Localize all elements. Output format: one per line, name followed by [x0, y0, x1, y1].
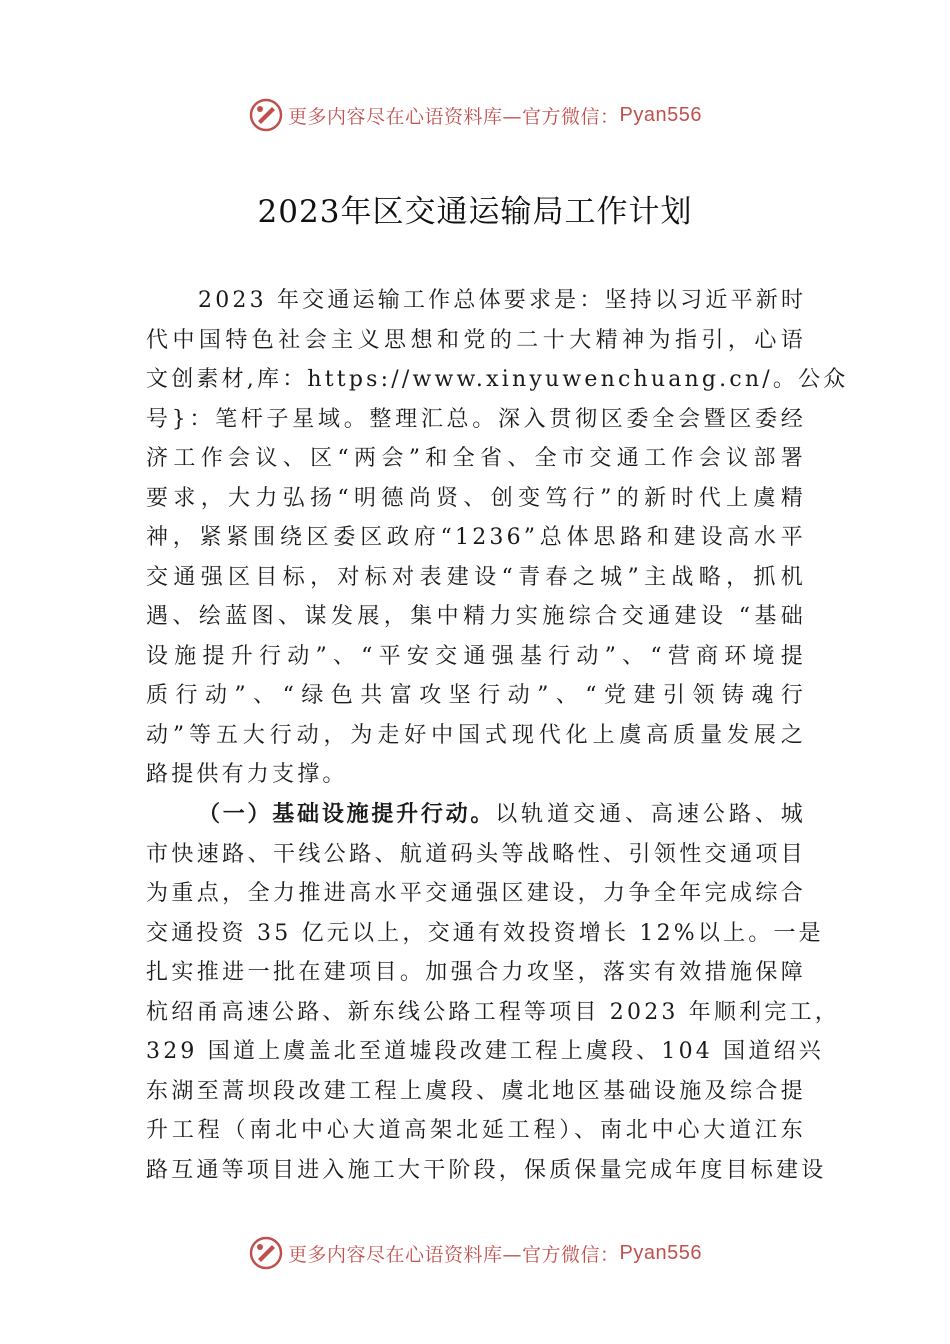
banner-brand-text: 更多内容尽在心语资料库: [288, 105, 503, 128]
banner-wechat-label: —官方微信：: [502, 1243, 620, 1266]
paragraph-line: 要求，大力弘扬“明德尚贤、创变笃行”的新时代上虞精: [146, 485, 806, 511]
banner-brand-text: 更多内容尽在心语资料库: [288, 1243, 503, 1266]
paragraph-line: 动”等五大行动，为走好中国式现代化上虞高质量发展之: [146, 722, 806, 748]
brand-logo-icon: [248, 1235, 284, 1271]
banner-wechat-id: Pyan556: [619, 1241, 702, 1264]
paragraph-line: 升工程（南北中心大道高架北延工程）、南北中心大道江东: [146, 1118, 806, 1143]
paragraph-line: 交通强区目标，对标对表建设“青春之城”主战略，抓机: [146, 564, 806, 590]
paragraph-line: [146, 795, 806, 835]
paragraph-line: 扎实推进一批在建项目。加强合力攻坚，落实有效措施保障: [146, 960, 806, 985]
paragraph-line: 市快速路、干线公路、航道码头等战略性、引领性交通项目: [146, 841, 806, 867]
banner-wechat-label: —官方微信：: [502, 105, 620, 128]
paragraph-1: [146, 281, 849, 795]
paragraph-line: 为重点，全力推进高水平交通强区建设，力争全年完成综合: [146, 881, 806, 906]
section-heading: （一）基础设施提升行动。: [198, 802, 496, 827]
paragraph-line: 质行动”、“绿色共富攻坚行动”、“党建引领铸魂行: [146, 683, 806, 708]
paragraph-line: 路互通等项目进入施工大干阶段，保质保量完成年度目标建设: [146, 1157, 827, 1183]
paragraph-line: 交通投资 35 亿元以上，交通有效投资增长 12%以上。一是: [146, 920, 824, 946]
paragraph-line: 号}：笔杆子星域。整理汇总。深入贯彻区委全会暨区委经: [146, 406, 806, 432]
paragraph-line: 文创素材,库：https://www.xinyuwenchuang.cn/。公众: [146, 367, 849, 392]
header-banner: [0, 95, 950, 135]
paragraph-line: 东湖至蒿坝段改建工程上虞段、虞北地区基础设施及综合提: [146, 1078, 806, 1104]
paragraph-line: 代中国特色社会主义思想和党的二十大精神为指引，心语: [146, 327, 806, 353]
paragraph-line: 杭绍甬高速公路、新东线公路工程等项目 2023 年顺利完工，: [146, 999, 840, 1025]
paragraph-line: 2023 年交通运输工作总体要求是：坚持以习近平新时: [198, 288, 807, 313]
paragraph-line: 神，紧紧围绕区委区政府“1236”总体思路和建设高水平: [146, 525, 806, 550]
brand-logo-icon: [248, 97, 284, 133]
heading-line-rest: 以轨道交通、高速公路、城: [495, 802, 806, 827]
paragraph-line: 329 国道上虞盖北至道墟段改建工程上虞段、104 国道绍兴: [146, 1039, 824, 1064]
paragraph-line: 路提供有力支撑。: [146, 762, 348, 787]
paragraph-line: 遇、绘蓝图、谋发展，集中精力实施综合交通建设 “基础: [146, 604, 806, 629]
paragraph-2: [146, 795, 840, 1190]
footer-banner: [0, 1233, 950, 1273]
paragraph-line: 济工作会议、区“两会”和全省、全市交通工作会议部署: [146, 446, 806, 471]
document-title: 2023年区交通运输局工作计划: [257, 194, 693, 230]
banner-wechat-id: Pyan556: [619, 103, 702, 126]
paragraph-line: 设施提升行动”、“平安交通强基行动”、“营商环境提: [146, 643, 806, 669]
